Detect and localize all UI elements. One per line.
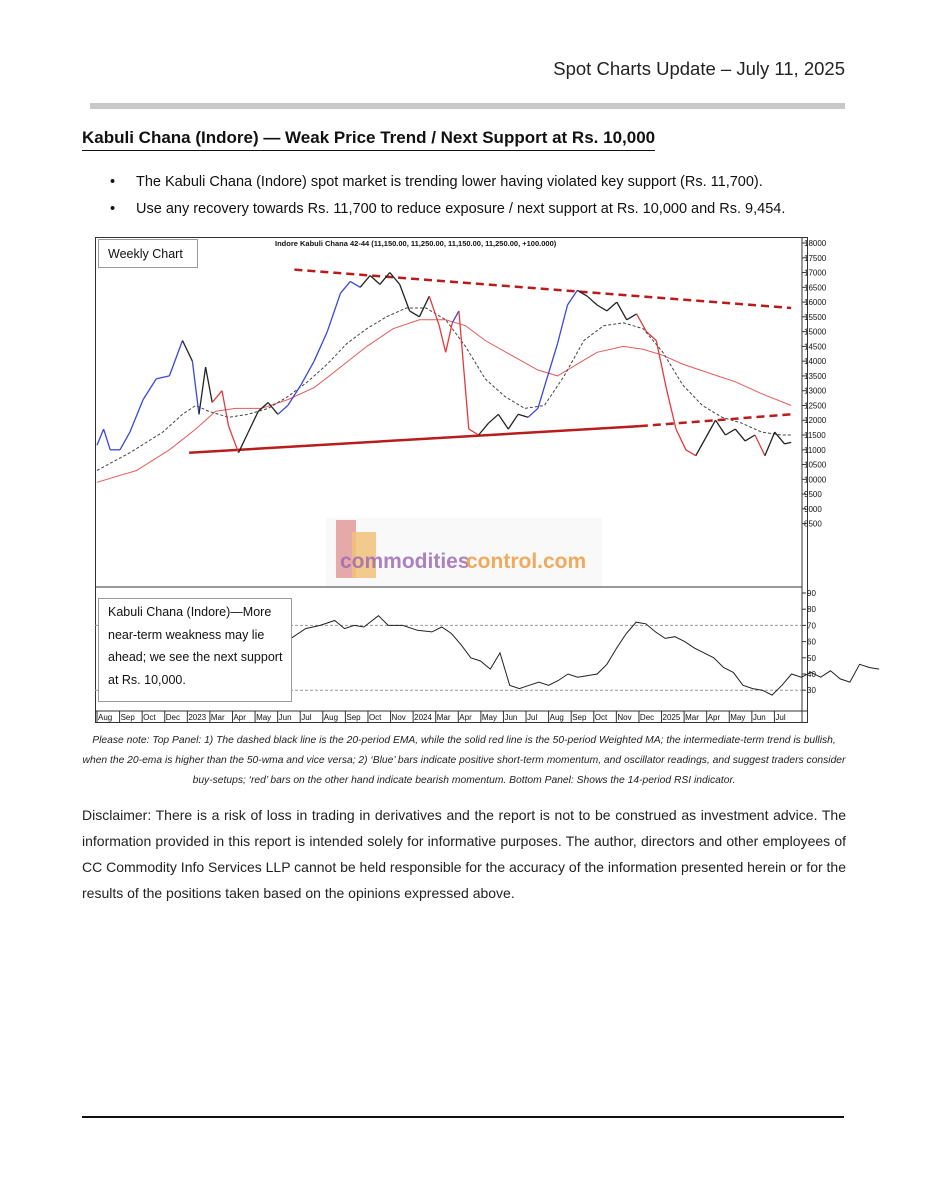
x-tick-label: 2024 xyxy=(414,713,432,722)
price-tick-label: 14500 xyxy=(804,342,827,352)
section-title: Kabuli Chana (Indore) — Weak Price Trend / Next Support at Rs. 10,000 xyxy=(82,128,655,151)
weekly-chart-label: Weekly Chart xyxy=(98,239,198,268)
x-tick-label: Jun xyxy=(278,713,292,722)
x-tick-label: Aug xyxy=(98,713,113,722)
x-tick-label: Aug xyxy=(549,713,564,722)
price-tick-label: 16000 xyxy=(804,298,827,308)
price-tick-label: 11500 xyxy=(804,431,826,441)
logo-text-a: commodities xyxy=(340,550,470,573)
price-tick-label: 8500 xyxy=(804,519,822,529)
price-tick-label: 10000 xyxy=(804,475,827,485)
x-tick-label: May xyxy=(256,713,272,722)
x-tick-label: Sep xyxy=(120,713,135,722)
x-tick-label: Oct xyxy=(594,713,608,722)
chart-title: Indore Kabuli Chana 42-44 (11,150.00, 11,250.00, 11,150.00, 11,250.00, +100.000) xyxy=(275,239,557,248)
price-tick-label: 18000 xyxy=(804,239,827,248)
x-tick-label: Nov xyxy=(391,713,406,722)
watermark-logo xyxy=(326,518,602,586)
price-tick-label: 15500 xyxy=(804,312,827,322)
price-tick-label: 17000 xyxy=(804,268,827,278)
page-header-title: Spot Charts Update – July 11, 2025 xyxy=(553,58,845,79)
bullet-list xyxy=(110,170,785,224)
x-tick-label: Jun xyxy=(504,713,518,722)
rsi-annotation: Kabuli Chana (Indore)—More near-term weakness may lie ahead; we see the next support at Rs. 10,000. xyxy=(98,598,292,702)
price-tick-label: 14000 xyxy=(804,357,827,367)
x-tick-label: Sep xyxy=(346,713,361,722)
price-tick-label: 11000 xyxy=(804,445,826,455)
price-tick-label: 9500 xyxy=(804,490,822,500)
rsi-tick-label: 50 xyxy=(807,653,816,663)
rsi-tick-label: 70 xyxy=(807,621,816,631)
rsi-tick-label: 60 xyxy=(807,637,816,647)
x-tick-label: Oct xyxy=(368,713,382,722)
bullet-text: The Kabuli Chana (Indore) spot market is trending lower having violated key support (Rs. 11,700). xyxy=(136,174,763,190)
footer-divider xyxy=(82,1116,844,1118)
rsi-tick-label: 30 xyxy=(807,686,816,696)
x-tick-label: 2023 xyxy=(188,713,207,722)
x-tick-label: Dec xyxy=(639,713,655,722)
x-tick-label: Sep xyxy=(572,713,587,722)
rsi-tick-label: 90 xyxy=(807,589,816,598)
rsi-tick-label: 40 xyxy=(807,670,816,679)
x-tick-label: Apr xyxy=(233,713,246,722)
price-tick-label: 16500 xyxy=(804,283,827,293)
x-tick-label: 2025 xyxy=(662,713,681,722)
x-tick-label: Jul xyxy=(301,713,312,722)
x-tick-label: Aug xyxy=(323,713,339,722)
price-tick-label: 12500 xyxy=(804,401,827,411)
x-tick-label: May xyxy=(730,713,746,722)
bullet-item xyxy=(110,197,785,224)
x-tick-label: May xyxy=(481,713,497,722)
bullet-dot-icon: • xyxy=(110,201,116,217)
price-tick-label: 13000 xyxy=(804,386,827,396)
x-tick-label: Jul xyxy=(527,713,538,722)
bullet-text: Use any recovery towards Rs. 11,700 to reduce exposure / next support at Rs. 10,000 and Rs. 9,454. xyxy=(136,201,786,217)
price-tick-label: 10500 xyxy=(804,460,827,470)
bullet-item xyxy=(110,170,785,197)
price-tick-label: 12000 xyxy=(804,416,827,426)
x-tick-label: Nov xyxy=(617,713,632,722)
price-tick-label: 15000 xyxy=(804,327,827,337)
bullet-dot-icon: • xyxy=(110,174,116,190)
rsi-tick-label: 80 xyxy=(807,605,816,615)
disclaimer: Disclaimer: There is a risk of loss in trading in derivatives and the report is not to be construed as investment advice. The information provided in this report is intended solely for informative purposes. The author, directors and other employees of CC Commodity Info Services LLP cannot be held responsible for the accuracy of the information presented herein or for the results of the positions taken based on the opinions expressed above. xyxy=(82,807,846,901)
x-tick-label: Oct xyxy=(143,713,156,722)
x-tick-label: Mar xyxy=(685,713,699,722)
chart-note: Please note: Top Panel: 1) The dashed black line is the 20-period EMA, while the solid red line is the 50-period Weighted MA; the intermediate-term trend is bullish, when the 20-ema is higher than the 50-wma and vice versa; 2) ‘Blue’ bars indicate positive short-term momentum, and oscillator readings, and suggest traders consider buy-setups; ‘red’ bars on the other hand indicate bearish momentum. Bottom Panel: Shows the 14-period RSI indicator. xyxy=(82,735,846,786)
x-tick-label: Apr xyxy=(707,713,721,722)
x-tick-label: Mar xyxy=(210,713,225,722)
x-tick-label: Apr xyxy=(459,713,472,722)
x-tick-label: Mar xyxy=(436,713,451,722)
x-tick-label: Dec xyxy=(165,713,180,722)
x-tick-label: Jun xyxy=(752,713,766,722)
price-tick-label: 17500 xyxy=(804,253,827,263)
x-tick-label: Jul xyxy=(775,713,786,722)
price-tick-label: 9000 xyxy=(804,504,822,514)
logo-text-b: control.com xyxy=(466,550,587,573)
header-divider xyxy=(90,103,845,109)
price-tick-label: 13500 xyxy=(804,371,827,381)
